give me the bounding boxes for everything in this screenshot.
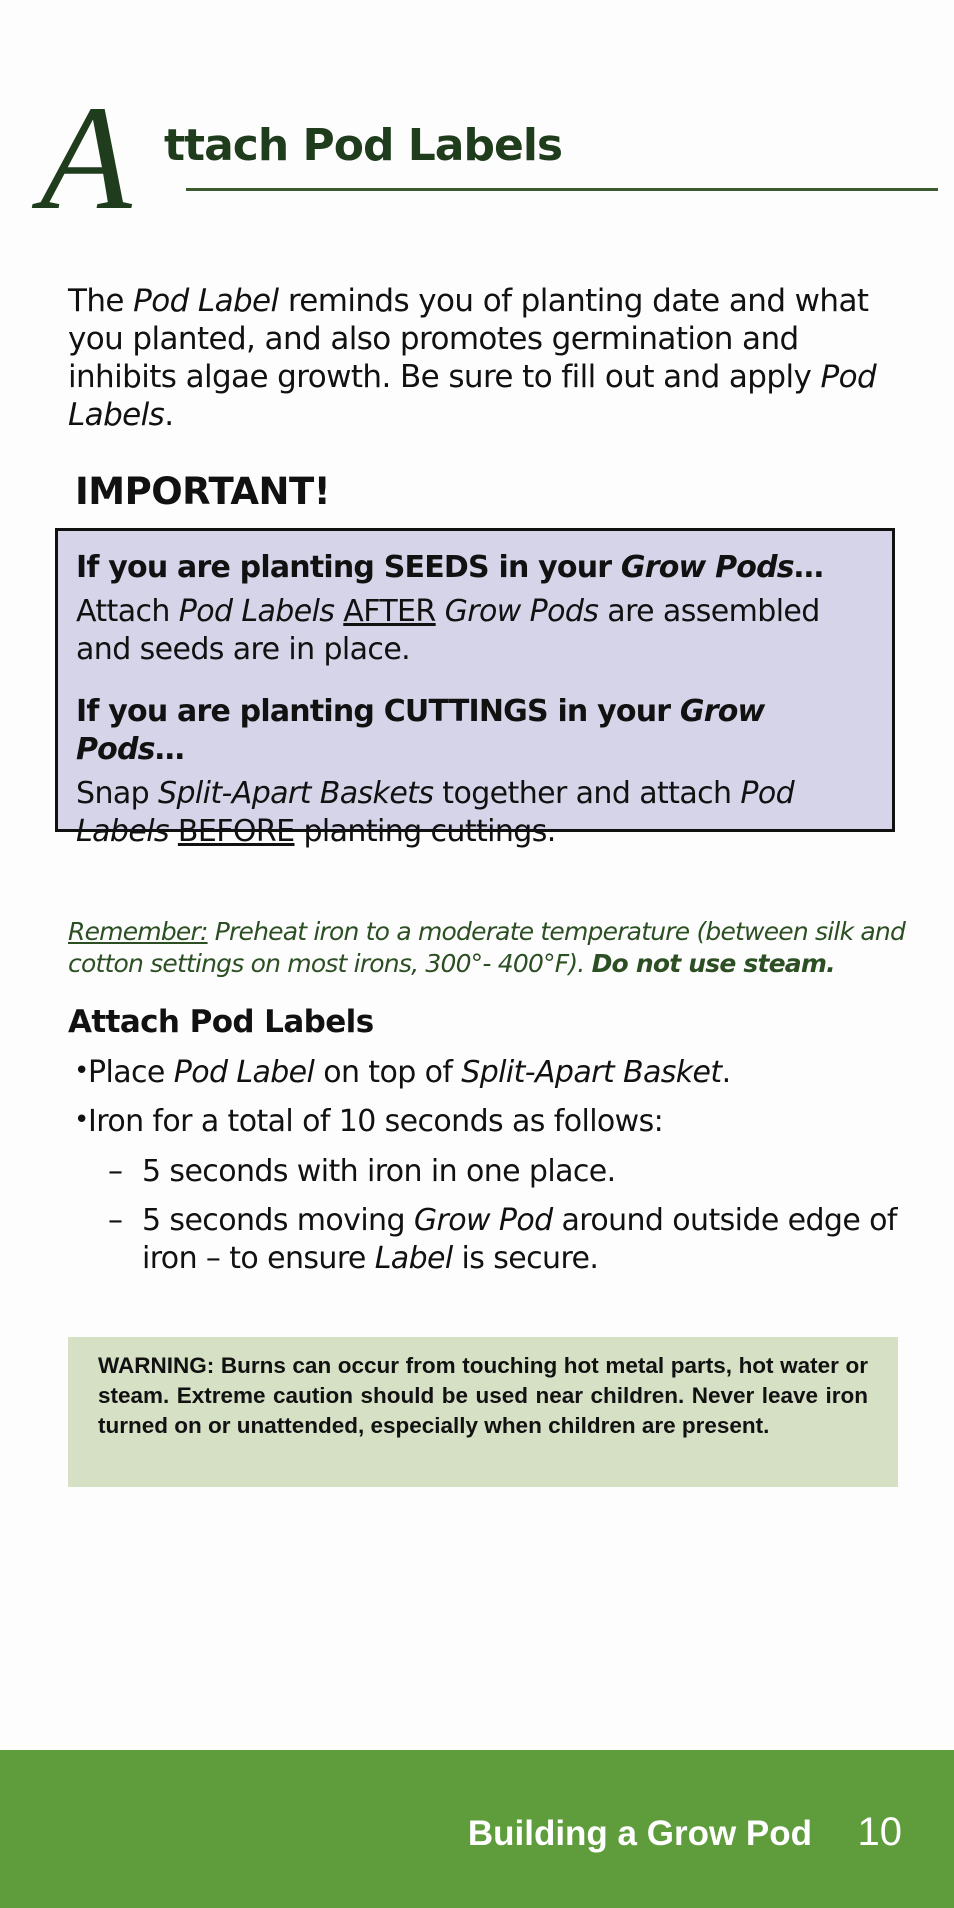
no-steam-note: Do not use steam. (591, 949, 835, 978)
bullet-icon: • (74, 1105, 89, 1135)
page-number: 10 (857, 1810, 902, 1854)
warning-box: WARNING: Burns can occur from touching hot metal parts, hot water or steam. Extreme caution should be used near children. Never leave iron turned on or unattended, especially when children are present. (68, 1337, 898, 1487)
title-underline (186, 188, 938, 191)
seeds-heading: If you are planting SEEDS in your Grow Pods… (76, 550, 824, 585)
seeds-text: Attach Pod Labels AFTER Grow Pods are assembled and seeds are in place. (76, 594, 820, 667)
dash-icon: – (108, 1203, 123, 1238)
sub-step-item: – 5 seconds moving Grow Pod around outside edge of iron – to ensure Label is secure. (108, 1203, 897, 1276)
sub-step-item: – 5 seconds with iron in one place. (108, 1154, 616, 1189)
cuttings-text: Snap Split-Apart Baskets together and attach Pod Labels BEFORE planting cuttings. (76, 776, 795, 849)
steps-title: Attach Pod Labels (68, 1004, 374, 1040)
important-heading: IMPORTANT! (75, 470, 331, 513)
cuttings-heading: If you are planting CUTTINGS in your Grow Pods… (76, 694, 765, 767)
title-text: ttach Pod Labels (164, 120, 563, 171)
remember-note: Remember: Preheat iron to a moderate temperature (between silk and cotton settings on most irons, 300°- 400°F). Do not use steam. (68, 917, 906, 978)
footer-section-title: Building a Grow Pod (467, 1814, 812, 1853)
page-title (40, 75, 900, 241)
step-item: • Place Pod Label on top of Split-Apart Basket. (88, 1054, 731, 1092)
bullet-icon: • (74, 1056, 89, 1086)
dash-icon: – (108, 1154, 123, 1189)
footer-bar (0, 1750, 954, 1908)
important-box (55, 528, 895, 849)
term-pod-labels: Pod Labels (68, 359, 877, 433)
seeds-note (76, 549, 876, 669)
term-pod-label: Pod Label (133, 283, 279, 319)
title-initial: A (40, 75, 132, 241)
remember-label: Remember: (68, 917, 208, 946)
intro-paragraph: The Pod Label reminds you of planting date and what you planted, and also promotes germination and inhibits algae growth. Be sure to fill out and apply Pod Labels. (68, 283, 877, 433)
step-item: • Iron for a total of 10 seconds as follows: (88, 1103, 663, 1141)
cuttings-note (76, 693, 876, 851)
